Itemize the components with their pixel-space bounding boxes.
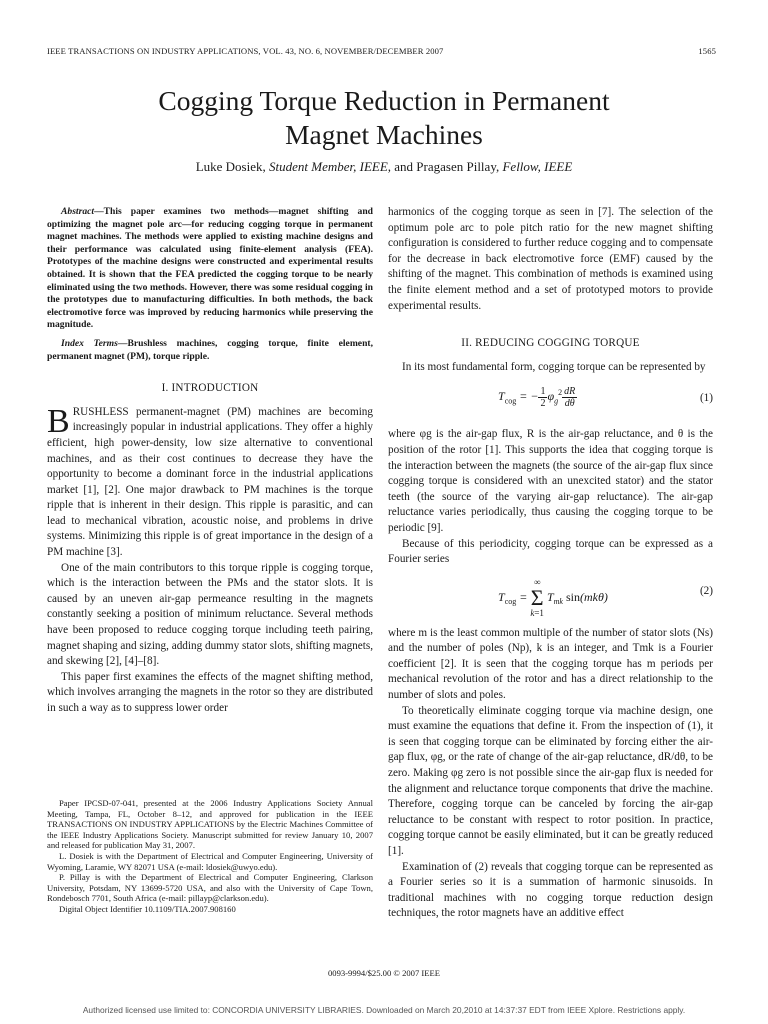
equation-1-number: (1) bbox=[699, 392, 713, 405]
author-2-role: Fellow, IEEE bbox=[502, 159, 573, 174]
title-line-2: Magnet Machines bbox=[285, 119, 483, 150]
equation-2-body: $T_{cog}$ = ∞ Σ k=1 $T_{mk}$ sin(mkθ) bbox=[498, 576, 608, 618]
drop-cap: B bbox=[47, 402, 70, 440]
copyright-line: 0093-9994/$25.00 © 2007 IEEE bbox=[327, 968, 441, 978]
equation-2-number: (2) bbox=[699, 584, 713, 597]
right-paragraph-0: harmonics of the cogging torque as seen in [7]. The selection of the optimum pole arc to pole pitch ratio for the new magnet shifting configuration is considered to further reduce cogging and to compensate for the decrease in back electromotive force (EMF) caused by the shifting of the magnet. This combination of methods is examined using the finite element method and a set of prototyped motors to provide experimental results. bbox=[388, 206, 713, 312]
section-heading-introduction: I. INTRODUCTION bbox=[161, 382, 259, 395]
right-column bbox=[388, 205, 713, 922]
title-line-1: Cogging Torque Reduction in Permanent bbox=[158, 85, 610, 116]
intro-paragraph-1: BRUSHLESS permanent-magnet (PM) machines are becoming increasingly popular in industrial applications. They offer a highly efficient, high power-density, low size alternative to conventional machines, and as their cost continues to decrease they have the opportunity to become a dominant force in the industrial applications market [1], [2]. One major drawback to PM machines is the torque ripple that is inherent in their design. This ripple is parasitic, and can lead to mechanical vibration, acoustic noise, and problems in drive systems. Minimizing this ripple is of great importance in the design of a PM machine [3]. bbox=[47, 402, 373, 559]
right-paragraph-4: where m is the least common multiple of the number of stator slots (Ns) and the number of poles (Np), k is an integer, and Tmk is a Fourier coefficient [2]. It is seen that the cogging torque has m periods per mechanical revolution of the rotor and has a direct relationship to the number of slots and poles. bbox=[388, 626, 713, 702]
abstract-label: Abstract bbox=[61, 206, 95, 217]
abstract bbox=[47, 206, 373, 332]
right-paragraph-2: where φg is the air-gap flux, R is the air-gap reluctance, and θ is the position of the rotor [1]. This supports the idea that cogging torque is the interaction between the magnets (the source of the air-gap flux since cogging torque is considered with an unexcited stator) and the stator teeth (the source of the varying air-gap reluctance). The air-gap reluctance varies periodically, thus causing the cogging torque to be periodic [9]. bbox=[388, 428, 713, 534]
author-line bbox=[0, 159, 768, 175]
equation-1-body: $T_{cog}$ = − $\frac{1}{2}$ $\varphi_g^2$ $\frac{dR}{d\theta}$ bbox=[498, 386, 576, 410]
intro-paragraph-2: One of the main contributors to this torque ripple is cogging torque, which is the interaction between the PMs and the stator slots. It is caused by an uneven air-gap permeance resulting in the magnets constantly seeking a position of minimum reluctance. Several methods have been proposed to reduce cogging torque including teeth pairing, magnet shaping and sizing, adding dummy stator slots, shifting magnets, and skewing [2], [4]–[8]. bbox=[47, 561, 373, 668]
page-number: 1565 bbox=[698, 46, 716, 56]
license-footer: Authorized licensed use limited to: CONCORDIA UNIVERSITY LIBRARIES. Downloaded on March 20,2010 at 14:37:37 EDT from IEEE Xplore. Restrictions apply. bbox=[82, 1005, 686, 1015]
index-terms-text: —Brushless machines, cogging torque, finite element, permanent magnet (PM), torque ripple. bbox=[47, 337, 373, 362]
paper-title bbox=[0, 84, 768, 152]
footnote-doi: Digital Object Identifier 10.1109/TIA.2007.908160 bbox=[59, 903, 236, 914]
footnote bbox=[47, 798, 373, 915]
index-terms bbox=[47, 338, 373, 363]
equation-1 bbox=[388, 379, 713, 423]
author-1: Luke Dosiek, bbox=[195, 159, 266, 174]
section-heading-reducing-cogging: II. REDUCING COGGING TORQUE bbox=[461, 337, 640, 350]
running-header bbox=[47, 46, 716, 56]
right-paragraph-1: In its most fundamental form, cogging torque can be represented by bbox=[402, 360, 706, 373]
index-terms-label: Index Terms bbox=[61, 337, 118, 349]
left-column bbox=[47, 206, 373, 717]
footnote-author-2: P. Pillay is with the Department of Electrical and Computer Engineering, Clarkson University, Potsdam, NY 13699-5720 USA, and also with the University of Cape Town, Rondebosch 7701, South Africa (e-mail: pillayp@clarkson.edu). bbox=[47, 872, 373, 904]
footnote-paper-info: Paper IPCSD-07-041, presented at the 2006 Industry Applications Society Annual Meeting, Tampa, FL, October 8–12, and approved for publication in the IEEE TRANSACTIONS ON INDUSTRY APPLICATIONS by the Electric Machines Committee of the IEEE Industry Applications Society. Manuscript submitted for review January 10, 2007 and released for publication May 31, 2007. bbox=[47, 798, 373, 851]
right-paragraph-6: Examination of (2) reveals that cogging torque can be represented as a Fourier series so it is a summation of harmonic sinusoids. In traditional machines with no cogging torque reduction design techniques, the rotor magnets have an additive effect bbox=[388, 860, 713, 920]
journal-name: IEEE TRANSACTIONS ON INDUSTRY APPLICATIONS, VOL. 43, NO. 6, NOVEMBER/DECEMBER 2007 bbox=[47, 46, 444, 56]
footnote-author-1: L. Dosiek is with the Department of Electrical and Computer Engineering, University of Wyoming, Laramie, WY 82071 USA (e-mail: ldosiek@uwyo.edu). bbox=[47, 850, 373, 872]
intro-paragraph-3: This paper first examines the effects of the magnet shifting method, which involves arranging the magnets in the rotor so they are distributed in such a way as to suppress lower order bbox=[47, 670, 373, 714]
abstract-text: —This paper examines two methods—magnet shifting and optimizing the magnet pole arc—for reducing cogging torque in permanent magnet machines. The methods were applied to existing machine designs and their performance was calculated using finite-element analysis (FEA). Prototypes of the machine designs were constructed and experimental results obtained. It is shown that the FEA predicted the cogging torque to be nearly eliminated using the two methods. However, there was some residual cogging in the prototypes due to manufacturing difficulties. In both methods, the back electromotive force was improved by reducing harmonics while preserving the magnitude. bbox=[47, 206, 373, 331]
right-paragraph-3: Because of this periodicity, cogging torque can be expressed as a Fourier series bbox=[388, 537, 713, 566]
author-1-role: Student Member, IEEE, bbox=[269, 159, 392, 174]
author-2: and Pragasen Pillay, bbox=[394, 159, 500, 174]
equation-2 bbox=[388, 572, 713, 622]
right-paragraph-5: To theoretically eliminate cogging torque via machine design, one must examine the equations that define it. From the inspection of (1), it is seen that cogging torque can be eliminated by forcing either the air-gap flux, φg, or the rate of change of the air-gap reluctance, dR/dθ, to be zero. Making φg zero is not possible since the air-gap flux is needed for the alignment and reluctance torque components that drive the machine. Therefore, cogging torque can be canceled by forcing the air-gap reluctance to be constant with respect to rotor position. In practice, cogging torque cannot be easily eliminated, but it can be greatly reduced [1]. bbox=[388, 704, 713, 857]
